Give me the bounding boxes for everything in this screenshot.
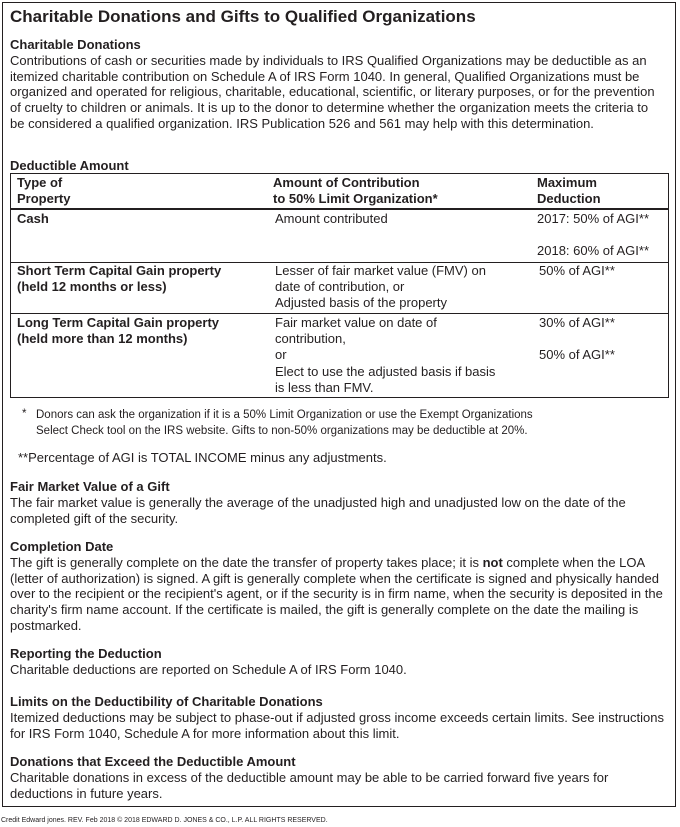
- fmv-section: [10, 479, 665, 526]
- page-title: Charitable Donations and Gifts to Qualified Organizations: [10, 7, 476, 26]
- col-header-amount: Amount of Contribution to 50% Limit Organization*: [273, 175, 438, 207]
- footnote-marker: *: [22, 408, 27, 420]
- limits-body: Itemized deductions may be subject to phase-out if adjusted gross income exceeds certain limits. See instructions for IRS Form 1040, Schedule A for more information about this limit.: [10, 709, 664, 741]
- deductible-heading: Deductible Amount: [10, 158, 129, 173]
- table-row-cash-max: 2017: 50% of AGI** 2018: 60% of AGI**: [537, 211, 650, 259]
- col-header-type: Type of Property: [17, 175, 71, 207]
- header-divider: [11, 208, 668, 210]
- completion-body: The gift is generally complete on the date the transfer of property takes place; it is not complete when the LOA (letter of authorization) is signed. A gift is generally complete when the certificate is signed and physically handed over to the recipient or the recipient's agent, or if the security is in firm name, when the security is deposited in the charity's firm name account. If the certificate is mailed, the gift is generally complete on the date the mailing is postmarked.: [10, 554, 663, 633]
- table-row-short-type: Short Term Capital Gain property (held 12 months or less): [17, 263, 222, 295]
- intro-body: Contributions of cash or securities made by individuals to IRS Qualified Organizations may be deductible as an itemized charitable contribution on Schedule A of IRS Form 1040. In general, Qualified Organizations must be organized and operated for religious, charitable, educational, scientific, or literary purposes, or for the prevention of cruelty to children or animals. It is up to the donor to determine whether the organization meets the criteria to be considered a qualified organization. IRS Publication 526 and 561 may help with this determination.: [10, 52, 655, 131]
- table-row-short-amount: Lesser of fair market value (FMV) on date of contribution, or Adjusted basis of the property: [275, 263, 486, 311]
- reporting-section: [10, 646, 665, 678]
- deduction-table: [10, 173, 669, 398]
- limits-heading: Limits on the Deductibility of Charitable Donations: [10, 694, 323, 709]
- table-row-short-max: 50% of AGI**: [539, 263, 615, 278]
- limits-section: [10, 694, 665, 741]
- exceed-body: Charitable donations in excess of the deductible amount may be able to be carried forward five years for deductions in future years.: [10, 769, 609, 801]
- footnote-2: **Percentage of AGI is TOTAL INCOME minus any adjustments.: [18, 450, 387, 465]
- completion-section: [10, 539, 665, 634]
- col-header-max: Maximum Deduction: [537, 175, 601, 207]
- reporting-body: Charitable deductions are reported on Schedule A of IRS Form 1040.: [10, 661, 407, 677]
- table-row-cash-amount: Amount contributed: [275, 211, 388, 226]
- intro-heading: Charitable Donations: [10, 37, 141, 52]
- row-divider: [11, 313, 668, 314]
- table-row-cash-type: Cash: [17, 211, 49, 226]
- reporting-heading: Reporting the Deduction: [10, 646, 162, 661]
- fmv-body: The fair market value is generally the average of the unadjusted high and unadjusted low on the date of the completed gift of the security.: [10, 494, 626, 526]
- exceed-section: [10, 754, 665, 801]
- footnote-1: Donors can ask the organization if it is a 50% Limit Organization or use the Exempt Organizations Select Check tool on the IRS website. Gifts to non-50% organizations may be deductible at 20%.: [36, 409, 533, 437]
- copyright-footer: Credit Edward jones. REV. Feb 2018 © 2018 EDWARD D. JONES & CO., L.P. ALL RIGHTS RESERVED.: [1, 817, 328, 824]
- fmv-heading: Fair Market Value of a Gift: [10, 479, 170, 494]
- completion-heading: Completion Date: [10, 539, 114, 554]
- deductible-heading-wrap: [10, 158, 665, 174]
- table-row-long-max: 30% of AGI** 50% of AGI**: [539, 315, 615, 363]
- exceed-heading: Donations that Exceed the Deductible Amount: [10, 754, 296, 769]
- table-row-long-type: Long Term Capital Gain property (held more than 12 months): [17, 315, 220, 347]
- intro-section: [10, 37, 665, 132]
- table-row-long-amount: Fair market value on date of contribution, or Elect to use the adjusted basis if basis is less than FMV.: [275, 315, 496, 395]
